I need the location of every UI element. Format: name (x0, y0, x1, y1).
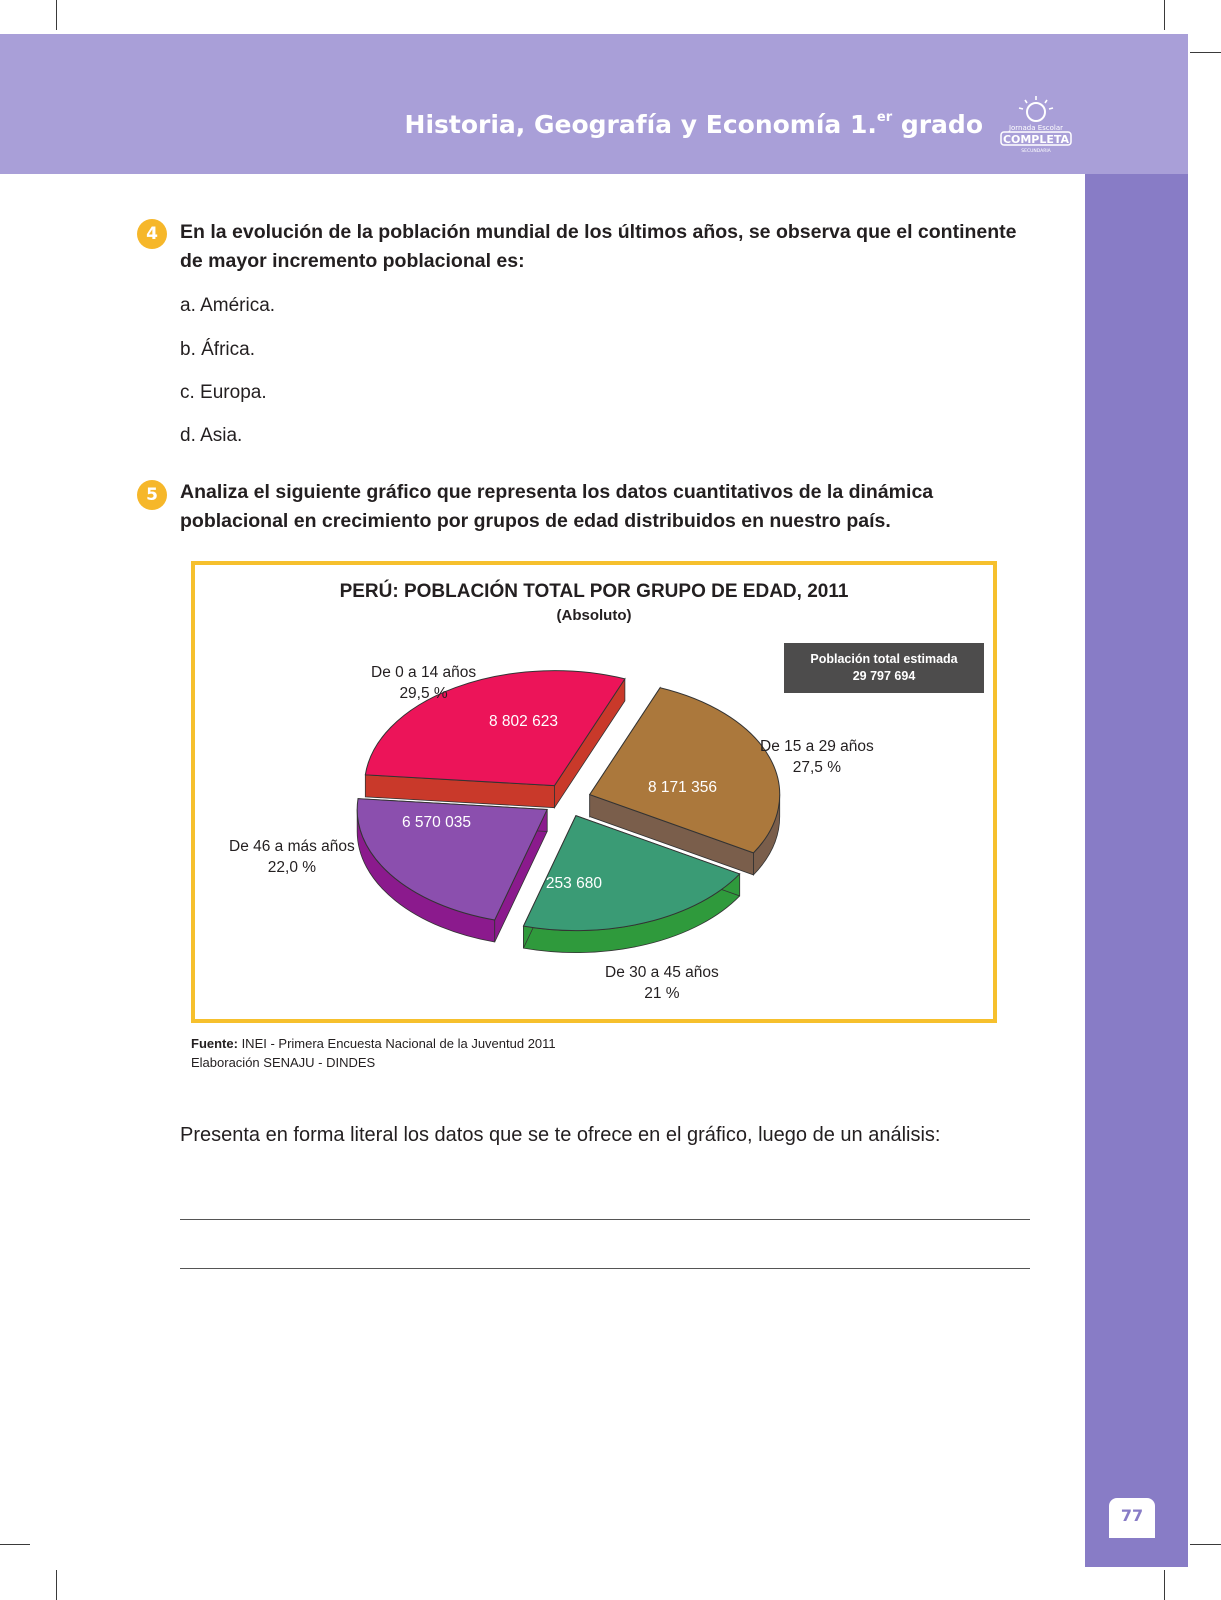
jornada-escolar-logo (995, 94, 1077, 158)
total-population-label: Población total estimada (810, 652, 958, 666)
option-b[interactable]: b. África. (180, 339, 255, 360)
crop-mark (1164, 1570, 1165, 1600)
slice-value-15-29: 8 171 356 (648, 779, 717, 796)
pie-slice-top (590, 688, 780, 853)
slice-label-30-45: De 30 a 45 años 21 % (605, 964, 719, 1002)
question-4-text: En la evolución de la población mundial de los últimos años, se observa que el continente de mayor incremento poblacional es: (180, 221, 1017, 272)
page-title: Historia, Geografía y Economía 1.$^{er}$ grado (404, 110, 983, 139)
svg-text:SECUNDARIA: SECUNDARIA (1021, 149, 1051, 154)
slice-value-46-plus: 6 570 035 (402, 814, 471, 831)
chart-title: PERÚ: POBLACIÓN TOTAL POR GRUPO DE EDAD, 2011 (339, 581, 849, 602)
slice-label-46-plus: De 46 a más años 22,0 % (229, 838, 355, 876)
question-5-text: Analiza el siguiente gráfico que representa los datos cuantitativos de la dinámica poblacional en crecimiento por grupos de edad distribuidos en nuestro país. (180, 481, 934, 532)
slice-value-30-45: 6 253 680 (533, 875, 602, 892)
slice-label-15-29: De 15 a 29 años 27,5 % (760, 738, 874, 776)
slice-value-0-14: 8 802 623 (489, 713, 558, 730)
option-d[interactable]: d. Asia. (180, 425, 243, 446)
svg-text:COMPLETA: COMPLETA (1002, 133, 1070, 146)
chart-source: Fuente: INEI - Primera Encuesta Nacional de la Juventud 2011 Elaboración SENAJU - DINDES (191, 1036, 556, 1070)
question-number-badge: 4 (137, 219, 167, 249)
sidebar-strip (1085, 174, 1188, 1567)
option-a[interactable]: a. América. (180, 295, 276, 316)
instruction-text: Presenta en forma literal los datos que se te ofrece en el gráfico, luego de un análisis: (180, 1124, 941, 1146)
crop-mark (0, 1544, 30, 1545)
crop-mark (56, 1570, 57, 1600)
total-population-value: 29 797 694 (852, 669, 916, 683)
answer-line[interactable] (180, 1219, 1030, 1220)
option-c[interactable]: c. Europa. (180, 382, 267, 403)
pie-chart (195, 565, 993, 1019)
svg-text:Jornada Escolar: Jornada Escolar (1008, 124, 1064, 132)
crop-mark (56, 0, 57, 30)
crop-mark (1190, 52, 1221, 53)
question-number-badge: 5 (137, 480, 167, 510)
chart-subtitle: (Absoluto) (556, 607, 632, 624)
crop-mark (1164, 0, 1165, 30)
slice-label-0-14: De 0 a 14 años 29,5 % (371, 664, 477, 702)
chart-frame (191, 561, 997, 1023)
page-number: 77 (1109, 1498, 1155, 1538)
answer-line[interactable] (180, 1268, 1030, 1269)
crop-mark (1190, 1544, 1221, 1545)
